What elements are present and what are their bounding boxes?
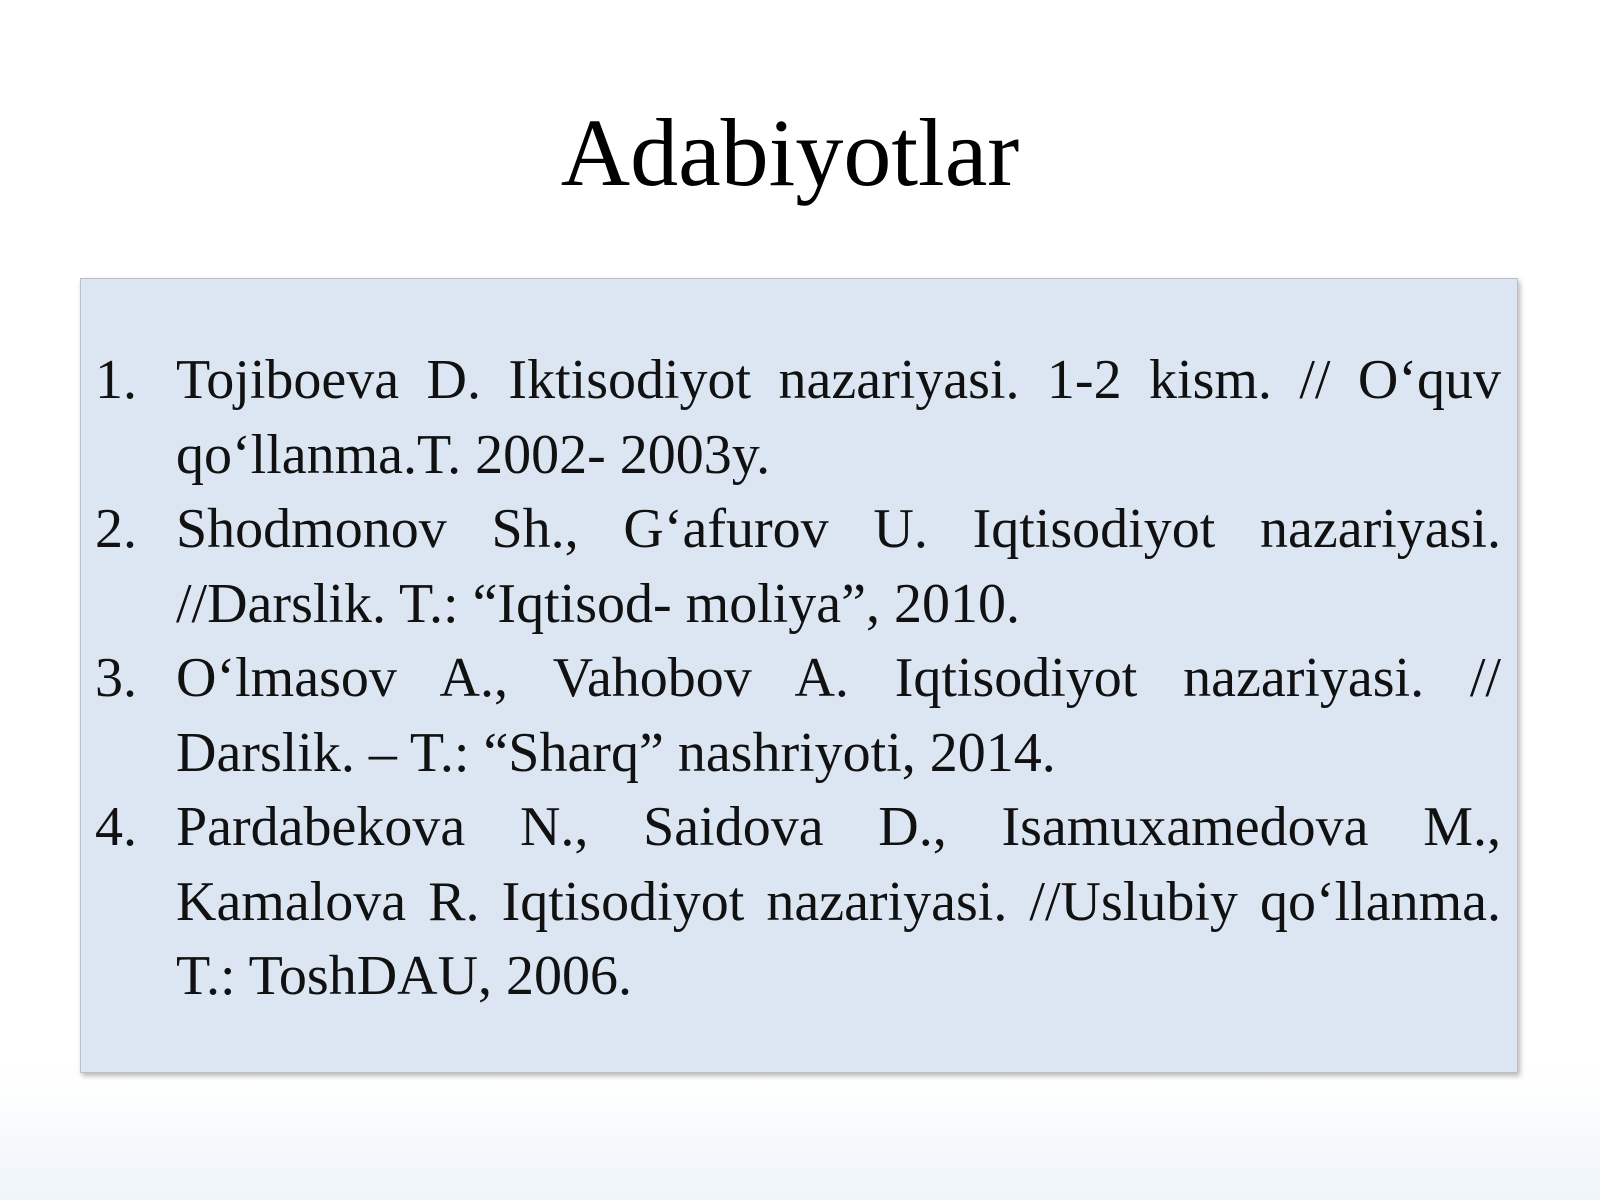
- reference-item-2: [95, 492, 1501, 641]
- reference-text: Pardabekova N., Saidova D., Isamuxamedova M., Kamalova R. Iqtisodiyot nazariyasi. //Uslubiy qo‘llanma. T.: ToshDAU, 2006.: [176, 796, 1501, 1007]
- background-fade: [0, 1100, 1600, 1200]
- reference-item-3: [95, 641, 1501, 790]
- reference-text: Tojiboeva D. Iktisodiyot nazariyasi. 1-2 kism. // O‘quv qo‘llanma.T. 2002- 2003y.: [176, 349, 1501, 486]
- reference-item-1: [95, 343, 1501, 492]
- reference-number: 1.: [95, 349, 137, 411]
- reference-text: O‘lmasov A., Vahobov A. Iqtisodiyot nazariyasi. // Darslik. – T.: “Sharq” nashriyoti, 2014.: [176, 647, 1501, 784]
- reference-number: 2.: [95, 498, 137, 560]
- reference-number: 3.: [95, 647, 137, 709]
- reference-number: 4.: [95, 796, 137, 858]
- reference-item-4: [95, 790, 1501, 1014]
- slide-title: Adabiyotlar: [560, 99, 1020, 206]
- reference-text: Shodmonov Sh., G‘afurov U. Iqtisodiyot nazariyasi. //Darslik. T.: “Iqtisod- moliya”, 2010.: [176, 498, 1501, 635]
- references-list: [95, 343, 1501, 1014]
- references-box: [80, 278, 1518, 1073]
